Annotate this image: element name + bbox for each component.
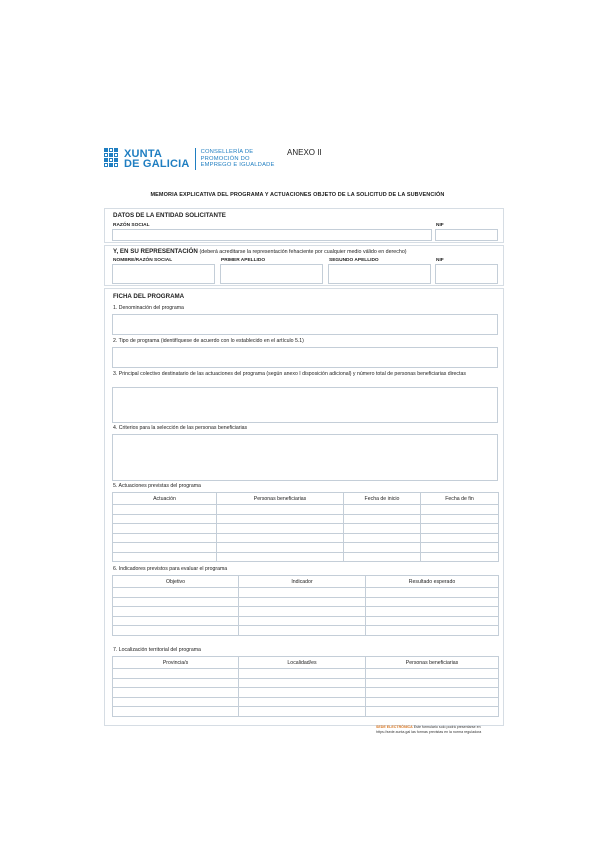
q1-label: 1. Denominación del programa bbox=[113, 305, 184, 311]
table-row bbox=[113, 669, 499, 679]
annex-label: ANEXO II bbox=[287, 148, 322, 157]
nombre-label: NOMBRE/RAZÓN SOCIAL bbox=[113, 258, 173, 263]
table-row bbox=[113, 552, 499, 562]
table-cell[interactable] bbox=[113, 588, 239, 598]
table-cell[interactable] bbox=[366, 588, 499, 598]
q4-input[interactable] bbox=[112, 434, 498, 481]
segundo-apellido-label: SEGUNDO APELLIDO bbox=[329, 258, 379, 263]
table-cell[interactable] bbox=[344, 514, 421, 524]
table-cell[interactable] bbox=[113, 524, 217, 534]
table-cell[interactable] bbox=[421, 533, 499, 543]
table-row bbox=[113, 607, 499, 617]
table-cell[interactable] bbox=[421, 514, 499, 524]
logo-line-2: DE GALICIA bbox=[124, 158, 190, 170]
table-cell[interactable] bbox=[239, 669, 366, 679]
table-cell[interactable] bbox=[421, 524, 499, 534]
table-cell[interactable] bbox=[217, 524, 344, 534]
consellaria-name bbox=[201, 149, 275, 168]
territory-col-localidad: Localidad/es bbox=[239, 657, 366, 669]
table-cell[interactable] bbox=[217, 505, 344, 515]
nombre-input[interactable] bbox=[112, 264, 215, 284]
galicia-crest-icon bbox=[104, 148, 120, 170]
primer-apellido-label: PRIMER APELLIDO bbox=[221, 258, 266, 263]
territory-table bbox=[112, 656, 499, 717]
representative-heading bbox=[113, 248, 407, 255]
representative-title: Y, EN SU REPRESENTACIÓN bbox=[113, 248, 198, 255]
q2-label: 2. Tipo de programa (identifíquese de acuerdo con lo establecido en el artículo 5.1) bbox=[113, 338, 304, 344]
representative-nif-label: NIF bbox=[436, 258, 444, 263]
table-cell[interactable] bbox=[366, 678, 499, 688]
table-cell[interactable] bbox=[239, 588, 366, 598]
table-cell[interactable] bbox=[113, 626, 239, 636]
table-cell[interactable] bbox=[366, 688, 499, 698]
program-sheet-section bbox=[104, 288, 504, 726]
table-cell[interactable] bbox=[239, 678, 366, 688]
table-cell[interactable] bbox=[239, 707, 366, 717]
table-cell[interactable] bbox=[239, 697, 366, 707]
razon-social-label: RAZÓN SOCIAL bbox=[113, 223, 150, 228]
q5-label: 5. Actuaciones previstas del programa bbox=[113, 483, 201, 489]
actions-col-fin: Fecha de fin bbox=[421, 493, 499, 505]
territory-col-provincia: Provincia/s bbox=[113, 657, 239, 669]
q4-label: 4. Criterios para la selección de las personas beneficiarias bbox=[113, 425, 248, 431]
q7-label: 7. Localización territorial del programa bbox=[113, 647, 201, 653]
table-cell[interactable] bbox=[239, 616, 366, 626]
table-cell[interactable] bbox=[239, 607, 366, 617]
table-cell[interactable] bbox=[344, 505, 421, 515]
actions-col-inicio: Fecha de inicio bbox=[344, 493, 421, 505]
document-title: MEMORIA EXPLICATIVA DEL PROGRAMA Y ACTUACIONES OBJETO DE LA SOLICITUD DE LA SUBVENCIÓN bbox=[150, 192, 445, 198]
table-cell[interactable] bbox=[344, 524, 421, 534]
table-row bbox=[113, 588, 499, 598]
table-cell[interactable] bbox=[113, 533, 217, 543]
indicators-col-resultado: Resultado esperado bbox=[366, 576, 499, 588]
actions-col-beneficiarias: Personas beneficiarias bbox=[217, 493, 344, 505]
segundo-apellido-input[interactable] bbox=[328, 264, 431, 284]
table-cell[interactable] bbox=[113, 688, 239, 698]
primer-apellido-input[interactable] bbox=[220, 264, 323, 284]
footer-url[interactable]: https://sede.xunta.gal bbox=[376, 730, 411, 734]
actions-table bbox=[112, 492, 499, 562]
table-cell[interactable] bbox=[344, 543, 421, 553]
table-row bbox=[113, 626, 499, 636]
table-cell[interactable] bbox=[113, 505, 217, 515]
table-cell[interactable] bbox=[113, 597, 239, 607]
table-cell[interactable] bbox=[113, 697, 239, 707]
table-cell[interactable] bbox=[113, 543, 217, 553]
entity-section bbox=[104, 208, 504, 243]
table-row bbox=[113, 697, 499, 707]
table-cell[interactable] bbox=[113, 678, 239, 688]
q3-label: 3. Principal colectivo destinatario de las actuaciones del programa (según anexo I disposición adicional) y número total de personas beneficiarias directas bbox=[113, 371, 466, 377]
table-row bbox=[113, 616, 499, 626]
logo-divider bbox=[195, 148, 196, 170]
q6-label: 6. Indicadores previstos para evaluar el programa bbox=[113, 566, 228, 572]
table-cell[interactable] bbox=[217, 543, 344, 553]
table-cell[interactable] bbox=[217, 552, 344, 562]
table-cell[interactable] bbox=[113, 707, 239, 717]
entity-nif-input[interactable] bbox=[435, 229, 498, 241]
table-cell[interactable] bbox=[113, 607, 239, 617]
consellaria-line-3: EMPREGO E IGUALDADE bbox=[200, 162, 275, 169]
footer-text-1: Este formulario solo podrá presentarse en bbox=[413, 725, 481, 729]
representative-nif-input[interactable] bbox=[435, 264, 498, 284]
table-cell[interactable] bbox=[366, 597, 499, 607]
indicators-col-objetivo: Objetivo bbox=[113, 576, 239, 588]
program-sheet-heading: FICHA DEL PROGRAMA bbox=[113, 293, 185, 300]
territory-col-beneficiarias: Personas beneficiarias bbox=[366, 657, 499, 669]
table-row bbox=[113, 678, 499, 688]
table-cell[interactable] bbox=[421, 552, 499, 562]
actions-col-actuacion: Actuación bbox=[113, 493, 217, 505]
table-row bbox=[113, 533, 499, 543]
table-cell[interactable] bbox=[366, 626, 499, 636]
table-row bbox=[113, 524, 499, 534]
table-row bbox=[113, 543, 499, 553]
xunta-wordmark bbox=[124, 149, 190, 169]
footer-text-3: las formas previstas en la norma reguladora bbox=[411, 730, 482, 734]
consellaria-line-2: PROMOCIÓN DO bbox=[200, 155, 250, 162]
sede-electronica-label: SEDE ELECTRÓNICA bbox=[376, 725, 413, 729]
table-cell[interactable] bbox=[239, 626, 366, 636]
q3-input[interactable] bbox=[112, 387, 498, 423]
table-cell[interactable] bbox=[239, 597, 366, 607]
table-cell[interactable] bbox=[344, 552, 421, 562]
table-cell[interactable] bbox=[366, 616, 499, 626]
table-cell[interactable] bbox=[344, 533, 421, 543]
table-cell[interactable] bbox=[239, 688, 366, 698]
table-row bbox=[113, 688, 499, 698]
indicators-table bbox=[112, 575, 499, 636]
table-cell[interactable] bbox=[113, 616, 239, 626]
consellaria-line-1: CONSELLERÍA DE bbox=[200, 149, 254, 156]
table-cell[interactable] bbox=[421, 543, 499, 553]
table-row bbox=[113, 597, 499, 607]
table-row bbox=[113, 514, 499, 524]
representative-note: (deberá acreditarse la representación fehaciente por cualquier medio válido en derecho) bbox=[199, 249, 407, 255]
indicators-col-indicador: Indicador bbox=[239, 576, 366, 588]
table-cell[interactable] bbox=[421, 505, 499, 515]
q2-input[interactable] bbox=[112, 347, 498, 368]
xunta-logo bbox=[104, 148, 275, 170]
logo-line-1: XUNTA bbox=[124, 148, 163, 160]
representative-section bbox=[104, 245, 504, 286]
table-cell[interactable] bbox=[113, 669, 239, 679]
table-cell[interactable] bbox=[366, 607, 499, 617]
table-cell[interactable] bbox=[217, 514, 344, 524]
table-row bbox=[113, 505, 499, 515]
table-cell[interactable] bbox=[366, 707, 499, 717]
q1-input[interactable] bbox=[112, 314, 498, 335]
table-cell[interactable] bbox=[217, 533, 344, 543]
razon-social-input[interactable] bbox=[112, 229, 432, 241]
table-row bbox=[113, 707, 499, 717]
table-cell[interactable] bbox=[366, 697, 499, 707]
table-cell[interactable] bbox=[113, 552, 217, 562]
table-cell[interactable] bbox=[113, 514, 217, 524]
footer-note bbox=[376, 725, 506, 735]
entity-heading: DATOS DE LA ENTIDAD SOLICITANTE bbox=[113, 212, 226, 219]
entity-nif-label: NIF bbox=[436, 223, 444, 228]
table-cell[interactable] bbox=[366, 669, 499, 679]
